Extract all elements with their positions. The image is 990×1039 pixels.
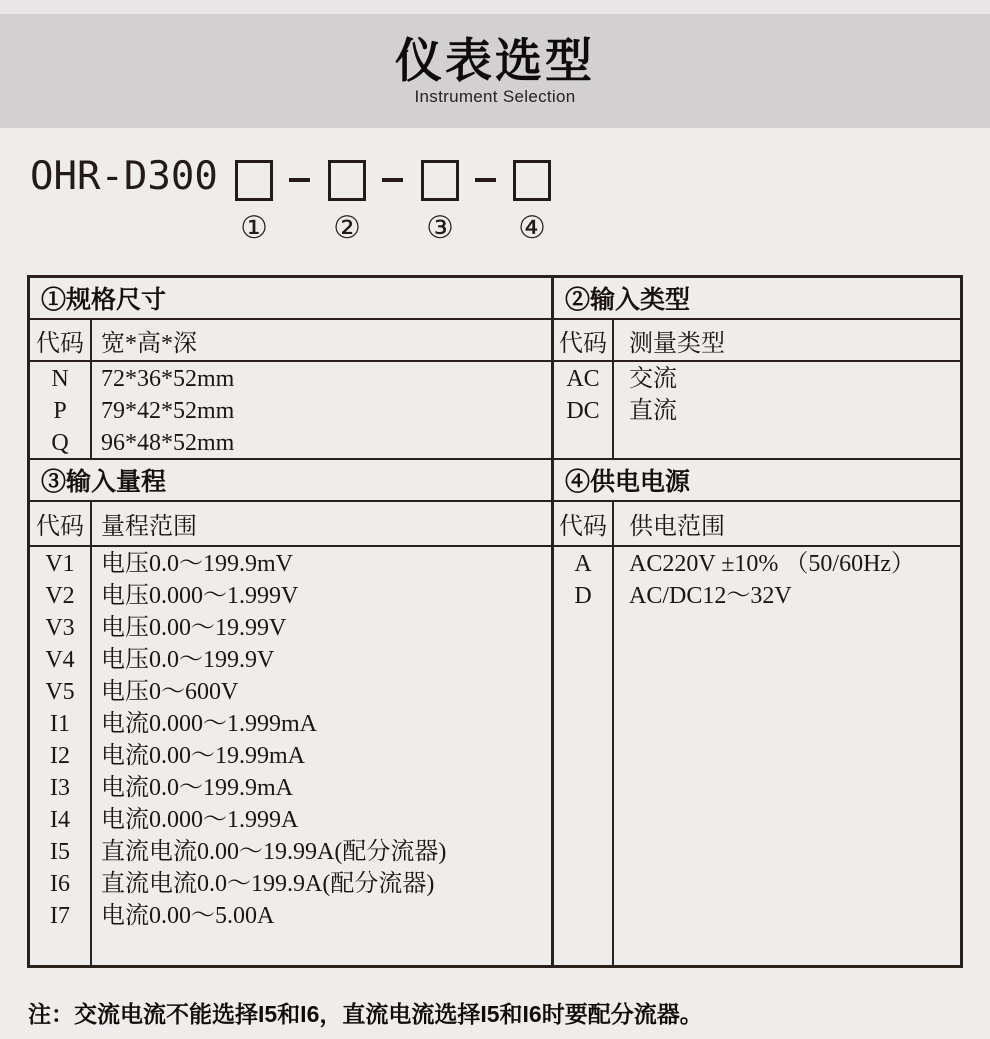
- code-cell: A: [574, 551, 592, 577]
- value-header: 量程范围: [101, 514, 197, 540]
- code-cell: V5: [45, 679, 75, 705]
- code-header: 代码: [30, 502, 92, 545]
- code-cell: V2: [45, 583, 75, 609]
- code-list: [30, 362, 92, 458]
- model-dash-1: [289, 178, 310, 182]
- page-subtitle: Instrument Selection: [414, 87, 576, 107]
- model-code-box-4: [513, 160, 551, 201]
- position-marker-4: ④: [518, 210, 546, 246]
- value-cell: 电流0.00～5.00A: [101, 903, 275, 929]
- code-list: [30, 547, 92, 965]
- value-cell: 72*36*52mm: [101, 366, 235, 392]
- position-marker-2: ②: [333, 210, 361, 246]
- model-code-box-3: [421, 160, 459, 201]
- code-cell: I3: [50, 775, 70, 801]
- value-cell: 79*42*52mm: [101, 398, 235, 424]
- code-cell: V3: [45, 615, 75, 641]
- section-range-data: [30, 547, 551, 965]
- value-cell: 电流0.00～19.99mA: [101, 743, 305, 769]
- section-title-size: ①规格尺寸: [30, 278, 551, 320]
- value-list: [614, 547, 960, 965]
- model-code-box-2: [328, 160, 366, 201]
- value-list: [92, 547, 551, 965]
- code-header: 代码: [30, 320, 92, 360]
- value-cell: 电流0.000～1.999mA: [101, 711, 317, 737]
- value-cell: 直流电流0.00～19.99A(配分流器): [101, 839, 447, 865]
- value-cell: AC/DC12～32V: [629, 583, 792, 609]
- code-cell: I2: [50, 743, 70, 769]
- code-cell: N: [51, 366, 69, 392]
- section-input-type-header-row: [554, 320, 960, 362]
- value-cell: 电压0.0～199.9V: [101, 647, 275, 673]
- value-cell: AC220V ±10% （50/60Hz）: [629, 551, 916, 577]
- section-power-header-row: [554, 502, 960, 547]
- value-cell: 电压0.0～199.9mV: [101, 551, 293, 577]
- section-range-header-row: [30, 502, 551, 547]
- value-cell: 电压0～600V: [101, 679, 239, 705]
- position-marker-1: ①: [240, 210, 268, 246]
- code-cell: P: [53, 398, 67, 424]
- table-right-half: [554, 278, 960, 965]
- section-title-range: ③输入量程: [30, 460, 551, 502]
- value-header: 供电范围: [629, 514, 725, 540]
- model-prefix: OHR-D300: [30, 154, 218, 199]
- page-banner: [0, 14, 990, 128]
- model-dash-3: [475, 178, 496, 182]
- selection-table: [27, 275, 963, 968]
- code-cell: I7: [50, 903, 70, 929]
- value-list: [614, 362, 960, 458]
- top-strip: [0, 0, 990, 14]
- model-dash-2: [382, 178, 403, 182]
- value-cell: 电压0.00～19.99V: [101, 615, 287, 641]
- code-list: [554, 547, 614, 965]
- code-cell: I1: [50, 711, 70, 737]
- value-cell: 电流0.000～1.999A: [101, 807, 299, 833]
- code-cell: V1: [45, 551, 75, 577]
- section-power-data: [554, 547, 960, 965]
- code-header: 代码: [554, 502, 614, 545]
- code-cell: I6: [50, 871, 70, 897]
- code-cell: D: [574, 583, 592, 609]
- model-code-box-1: [235, 160, 273, 201]
- code-cell: DC: [566, 398, 600, 424]
- model-code-diagram: [30, 150, 960, 260]
- value-cell: 电流0.0～199.9mA: [101, 775, 293, 801]
- code-cell: I5: [50, 839, 70, 865]
- code-cell: I4: [50, 807, 70, 833]
- value-cell: 96*48*52mm: [101, 430, 235, 456]
- value-header: 宽*高*深: [101, 330, 197, 357]
- section-input-type-data: [554, 362, 960, 460]
- position-marker-3: ③: [426, 210, 454, 246]
- section-title-power: ④供电电源: [554, 460, 960, 502]
- value-list: [92, 362, 551, 458]
- section-size-header-row: [30, 320, 551, 362]
- value-cell: 交流: [629, 366, 677, 392]
- code-header: 代码: [554, 320, 614, 360]
- value-header: 测量类型: [629, 330, 725, 357]
- page-title: 仪表选型: [395, 33, 595, 87]
- value-cell: 直流: [629, 398, 677, 424]
- code-list: [554, 362, 614, 458]
- section-title-input-type: ②输入类型: [554, 278, 960, 320]
- value-cell: 电压0.000～1.999V: [101, 583, 299, 609]
- value-cell: 直流电流0.0～199.9A(配分流器): [101, 871, 435, 897]
- section-size-data: [30, 362, 551, 460]
- footnote: 注：交流电流不能选择I5和I6，直流电流选择I5和I6时要配分流器。: [28, 1001, 703, 1027]
- code-cell: AC: [566, 366, 600, 392]
- code-cell: V4: [45, 647, 75, 673]
- table-left-half: [30, 278, 554, 965]
- code-cell: Q: [51, 430, 69, 456]
